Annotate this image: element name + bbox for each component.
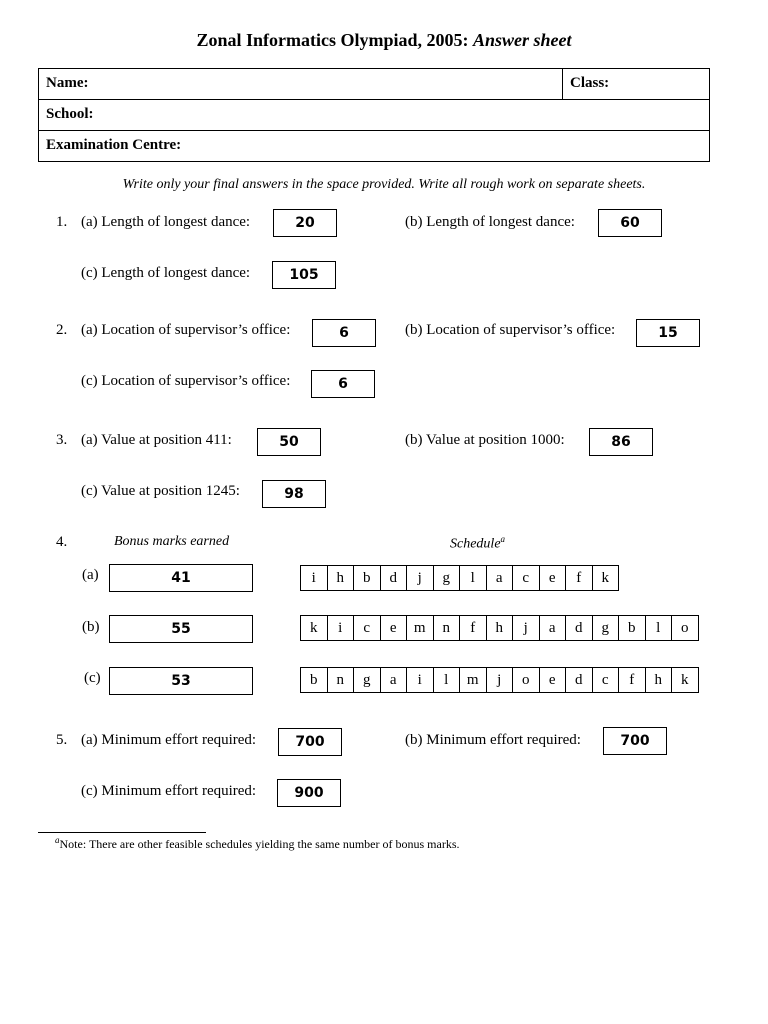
q4-number: 4. [56, 534, 68, 550]
schedule-cell[interactable]: e [540, 668, 567, 692]
q3a-label: (a) Value at position 411: [81, 432, 232, 448]
schedule-cell[interactable]: d [381, 566, 408, 590]
school-label: School: [46, 106, 94, 122]
schedule-heading-text: Schedule [450, 536, 501, 552]
q1a-answer-box[interactable]: 20 [273, 209, 337, 237]
schedule-cell[interactable]: n [434, 616, 461, 640]
footnote-text: Note: There are other feasible schedules yielding the same number of bonus marks. [59, 837, 460, 851]
footnote [55, 835, 459, 852]
bonus-marks-heading: Bonus marks earned [114, 534, 230, 549]
name-label: Name: [46, 75, 89, 91]
centre-label: Examination Centre: [46, 137, 182, 153]
schedule-cell[interactable]: m [460, 668, 487, 692]
schedule-cell[interactable]: l [646, 616, 673, 640]
q2b-label: (b) Location of supervisor’s office: [405, 322, 616, 338]
q3a-answer-box[interactable]: 50 [257, 428, 321, 456]
schedule-cell[interactable]: k [593, 566, 620, 590]
name-field[interactable] [39, 69, 562, 99]
q3c-label: (c) Value at position 1245: [81, 483, 240, 499]
page-title [0, 30, 768, 51]
q1c-answer-box[interactable]: 105 [272, 261, 336, 289]
q5c-answer-box[interactable]: 900 [277, 779, 341, 807]
schedule-cell[interactable]: g [354, 668, 381, 692]
q1b-answer-box[interactable]: 60 [598, 209, 662, 237]
schedule-cell[interactable]: o [672, 616, 699, 640]
schedule-cell[interactable]: h [646, 668, 673, 692]
q5c-label: (c) Minimum effort required: [81, 783, 257, 799]
schedule-cell[interactable]: d [566, 616, 593, 640]
schedule-cell[interactable]: i [301, 566, 328, 590]
schedule-cell[interactable]: c [354, 616, 381, 640]
q5a-answer-box[interactable]: 700 [278, 728, 342, 756]
schedule-cell[interactable]: i [407, 668, 434, 692]
schedule-cell[interactable]: h [487, 616, 514, 640]
schedule-cell[interactable]: c [593, 668, 620, 692]
q4b-label: (b) [82, 619, 100, 635]
school-field[interactable] [39, 100, 709, 130]
examination-centre-field[interactable] [39, 131, 709, 162]
student-info-table [38, 68, 710, 162]
q1b-label: (b) Length of longest dance: [405, 214, 575, 230]
q4a-label: (a) [82, 567, 99, 583]
q4c-schedule[interactable] [300, 667, 699, 693]
schedule-cell[interactable]: m [407, 616, 434, 640]
q3b-label: (b) Value at position 1000: [405, 432, 565, 448]
schedule-cell[interactable]: a [381, 668, 408, 692]
q4c-bonus-box[interactable]: 53 [109, 667, 253, 695]
schedule-cell[interactable]: b [619, 616, 646, 640]
schedule-cell[interactable]: c [513, 566, 540, 590]
schedule-cell[interactable]: k [301, 616, 328, 640]
schedule-footnote-mark: a [500, 534, 506, 544]
schedule-cell[interactable]: n [328, 668, 355, 692]
q4a-schedule[interactable] [300, 565, 619, 591]
schedule-cell[interactable]: d [566, 668, 593, 692]
q4c-label: (c) [84, 670, 101, 686]
q4a-bonus-box[interactable]: 41 [109, 564, 253, 592]
schedule-cell[interactable]: l [460, 566, 487, 590]
schedule-cell[interactable]: f [619, 668, 646, 692]
footnote-mark: a [55, 835, 60, 845]
q2b-answer-box[interactable]: 15 [636, 319, 700, 347]
instructions: Write only your final answers in the space provided. Write all rough work on separate sheets. [122, 177, 646, 192]
schedule-cell[interactable]: h [328, 566, 355, 590]
info-row-school [39, 100, 709, 131]
q2c-answer-box[interactable]: 6 [311, 370, 375, 398]
schedule-cell[interactable]: g [593, 616, 620, 640]
q3c-answer-box[interactable]: 98 [262, 480, 326, 508]
q2c-label: (c) Location of supervisor’s office: [81, 373, 291, 389]
class-field[interactable] [562, 69, 709, 99]
class-label: Class: [570, 75, 610, 91]
footnote-rule [38, 832, 206, 833]
q1a-label: (a) Length of longest dance: [81, 214, 251, 230]
info-row-centre [39, 131, 709, 162]
schedule-cell[interactable]: j [513, 616, 540, 640]
schedule-cell[interactable]: b [301, 668, 328, 692]
schedule-heading [450, 534, 505, 553]
schedule-cell[interactable]: f [460, 616, 487, 640]
title-italic: Answer sheet [472, 30, 572, 50]
q3-number: 3. [56, 432, 68, 448]
q5-number: 5. [56, 732, 68, 748]
q1-number: 1. [56, 214, 68, 230]
schedule-cell[interactable]: f [566, 566, 593, 590]
schedule-cell[interactable]: e [381, 616, 408, 640]
schedule-cell[interactable]: o [513, 668, 540, 692]
schedule-cell[interactable]: k [672, 668, 699, 692]
schedule-cell[interactable]: a [487, 566, 514, 590]
schedule-cell[interactable]: e [540, 566, 567, 590]
q2a-answer-box[interactable]: 6 [312, 319, 376, 347]
schedule-cell[interactable]: l [434, 668, 461, 692]
schedule-cell[interactable]: a [540, 616, 567, 640]
info-row-name-class [39, 69, 709, 100]
q1c-label: (c) Length of longest dance: [81, 265, 251, 281]
q2-number: 2. [56, 322, 68, 338]
q5b-label: (b) Minimum effort required: [405, 732, 581, 748]
schedule-cell[interactable]: j [487, 668, 514, 692]
q3b-answer-box[interactable]: 86 [589, 428, 653, 456]
q5b-answer-box[interactable]: 700 [603, 727, 667, 755]
schedule-cell[interactable]: g [434, 566, 461, 590]
q4b-schedule[interactable] [300, 615, 699, 641]
q2a-label: (a) Location of supervisor’s office: [81, 322, 291, 338]
title-main: Zonal Informatics Olympiad, 2005: [196, 30, 469, 50]
schedule-cell[interactable]: b [354, 566, 381, 590]
q4b-bonus-box[interactable]: 55 [109, 615, 253, 643]
schedule-cell[interactable]: i [328, 616, 355, 640]
schedule-cell[interactable]: j [407, 566, 434, 590]
q5a-label: (a) Minimum effort required: [81, 732, 257, 748]
